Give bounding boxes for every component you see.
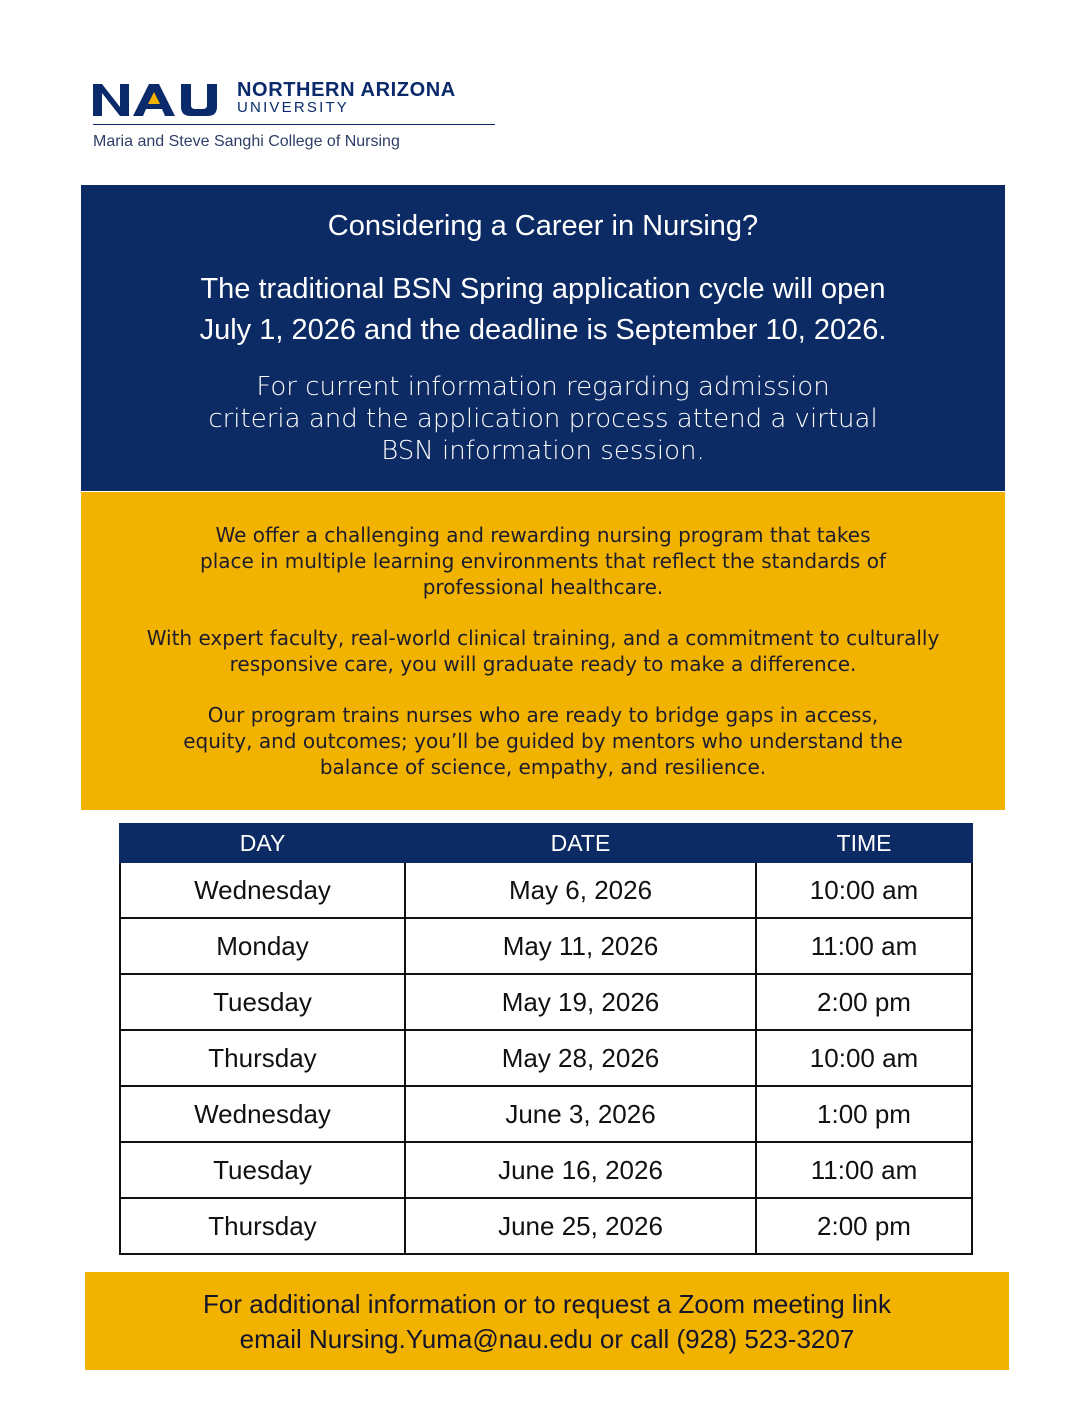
cell-day: Tuesday — [120, 974, 405, 1030]
cell-time: 10:00 am — [756, 862, 972, 918]
university-subtitle: UNIVERSITY — [237, 99, 350, 116]
logo-divider — [93, 124, 495, 125]
cycle-line: The traditional BSN Spring application cycle will open — [200, 273, 886, 305]
contact-line: For additional information or to request a Zoom meeting link — [203, 1289, 891, 1319]
cell-time: 2:00 pm — [756, 1198, 972, 1254]
description-line: We offer a challenging and rewarding nursing program that takes — [215, 523, 871, 547]
table-row — [120, 862, 972, 918]
cell-day: Wednesday — [120, 1086, 405, 1142]
table-row — [120, 1030, 972, 1086]
cycle-line: July 1, 2026 and the deadline is September 10, 2026. — [199, 314, 887, 346]
description-line: balance of science, empathy, and resilience. — [319, 755, 767, 779]
description-line: responsive care, you will graduate ready to make a difference. — [229, 652, 857, 676]
description-paragraph — [141, 702, 945, 780]
university-logo — [93, 78, 495, 156]
description-line: place in multiple learning environments that reflect the standards of — [200, 549, 886, 573]
headline-question: Considering a Career in Nursing? — [327, 210, 759, 242]
info-line: For current information regarding admission — [256, 372, 830, 402]
contact-details: email Nursing.Yuma@nau.edu or call (928) 523-3207 — [239, 1324, 855, 1354]
cell-date: May 19, 2026 — [405, 974, 756, 1030]
table-row — [120, 1142, 972, 1198]
table-row — [120, 1198, 972, 1254]
cell-date: May 6, 2026 — [405, 862, 756, 918]
table-row — [120, 918, 972, 974]
session-schedule-table — [119, 823, 973, 1255]
cell-day: Thursday — [120, 1030, 405, 1086]
cell-day: Wednesday — [120, 862, 405, 918]
description-line: With expert faculty, real-world clinical training, and a commitment to culturally — [146, 626, 940, 650]
cell-time: 11:00 am — [756, 1142, 972, 1198]
nau-logo-mark — [93, 82, 227, 118]
college-name: Maria and Steve Sanghi College of Nursing — [93, 133, 400, 150]
cell-time: 10:00 am — [756, 1030, 972, 1086]
description-line: professional healthcare. — [422, 575, 664, 599]
cell-time: 11:00 am — [756, 918, 972, 974]
table-row — [120, 1086, 972, 1142]
description-paragraph — [105, 625, 981, 677]
table-row — [120, 974, 972, 1030]
university-name: NORTHERN ARIZONA — [237, 79, 456, 101]
contact-footer — [85, 1272, 1009, 1370]
cell-time: 1:00 pm — [756, 1086, 972, 1142]
program-description — [81, 492, 1005, 810]
column-header-date: DATE — [405, 824, 756, 862]
description-paragraph — [161, 522, 925, 600]
cell-time: 2:00 pm — [756, 974, 972, 1030]
cell-day: Monday — [120, 918, 405, 974]
info-line: criteria and the application process attend a virtual — [208, 404, 878, 434]
session-info-text — [171, 371, 915, 467]
column-header-day: DAY — [120, 824, 405, 862]
cell-date: June 3, 2026 — [405, 1086, 756, 1142]
description-line: Our program trains nurses who are ready to bridge gaps in access, — [207, 703, 879, 727]
info-line: BSN information session. — [381, 436, 705, 466]
cell-day: Thursday — [120, 1198, 405, 1254]
headline-banner — [81, 185, 1005, 491]
cell-date: May 28, 2026 — [405, 1030, 756, 1086]
cell-date: June 16, 2026 — [405, 1142, 756, 1198]
table-header-row — [120, 824, 972, 862]
column-header-time: TIME — [756, 824, 972, 862]
cell-date: June 25, 2026 — [405, 1198, 756, 1254]
cell-day: Tuesday — [120, 1142, 405, 1198]
description-line: equity, and outcomes; you’ll be guided by mentors who understand the — [183, 729, 903, 753]
application-cycle-text — [121, 269, 965, 351]
cell-date: May 11, 2026 — [405, 918, 756, 974]
